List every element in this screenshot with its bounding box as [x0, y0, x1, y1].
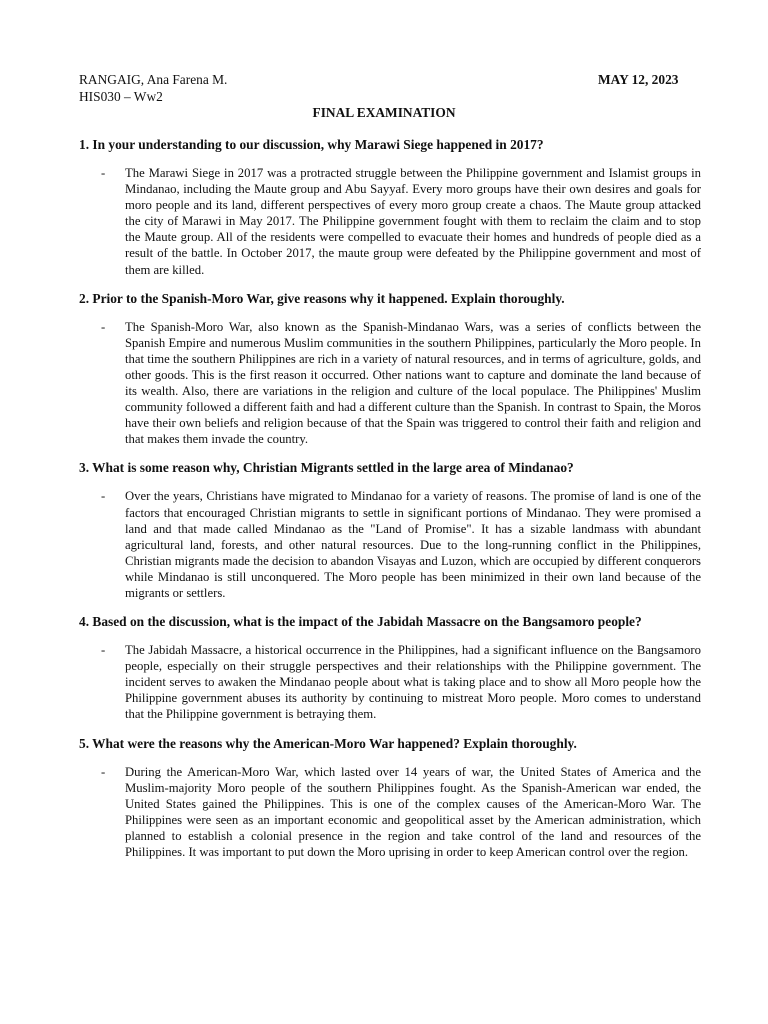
answer-4: [79, 642, 701, 722]
bullet-dash: -: [101, 319, 106, 334]
answer-text: Over the years, Christians have migrated to Mindanao for a variety of reasons. The promise of land is one of the factors that encouraged Christian migrants to settle in significant portions of Mindanao. They were promised a land and that made called Mindanao as the "Land of Promise". It has a sizable landmass with abundant agricultural land, forests, and other natural resources. Due to the long-running conflict in the Philippines, Christian migrants made the decision to abandon Visayas and Luzon, which are occupied by different conquerors while Mindanao is still unconquered. The Moro people has been minimized in their own land because of the migrants or settlers.: [125, 489, 701, 600]
student-info: [79, 71, 227, 105]
bullet-dash: -: [101, 489, 106, 504]
answer-text: The Jabidah Massacre, a historical occurrence in the Philippines, had a significant influence on the Bangsamoro people, especially on their struggle perspectives and their relationships with the Philippine government. The incident serves to awaken the Mindanao people about what is taking place and to show all Moro people how the Philippine government abuses its authority by continuing to mistreat Moro people. Moro comes to understand that the Philippine government is betraying them.: [125, 643, 701, 722]
question-3: 3. What is some reason why, Christian Migrants settled in the large area of Mindanao?: [79, 460, 574, 476]
page-title: FINAL EXAMINATION: [312, 105, 456, 120]
answer-1: [79, 165, 701, 278]
question-4: 4. Based on the discussion, what is the impact of the Jabidah Massacre on the Bangsamoro people?: [79, 614, 642, 630]
question-2: 2. Prior to the Spanish-Moro War, give reasons why it happened. Explain thoroughly.: [79, 290, 565, 306]
bullet-dash: -: [101, 764, 106, 779]
answer-5: [79, 764, 701, 861]
answer-text: The Spanish-Moro War, also known as the Spanish-Mindanao Wars, was a series of conflicts between the Spanish Empire and numerous Muslim communities in the southern Philippines, particularly the Moro people. In that time the southern Philippines are rich in a variety of natural resources, and in terms of agriculture, golds, and other goods. This is the first reason it occurred. Other nations want to capture and dominate the land because of its wealth. Also, there are variations in the religion and culture of the local populace. The Philippines' Muslim community followed a different faith and had a different culture than the Spanish. In contrast to Spain, the Moros have their own beliefs and religion because of that the Spain was triggered to control their faith and religion and that makes them invade the country.: [125, 319, 701, 447]
answer-3: [79, 488, 701, 601]
bullet-dash: -: [101, 166, 106, 180]
exam-date: MAY 12, 2023: [598, 72, 679, 87]
course-code: HIS030 – Ww2: [79, 89, 163, 104]
answer-2: [79, 319, 701, 448]
answer-text: During the American-Moro War, which lasted over 14 years of war, the United States of America and the Muslim-majority Moro people of the southern Philippines fought. As the Spanish-American war ended, the United States gained the Philippines. This is one of the complex causes of the American-Moro War. The Philippines were seen as an important economic and geopolitical asset by the American administration, which planned to establish a colonial presence in the region and take control of the land and resources of the Philippines. It was important to put down the Moro uprising in order to keep American control over the region.: [125, 764, 701, 859]
question-5: 5. What were the reasons why the American-Moro War happened? Explain thoroughly.: [79, 735, 577, 751]
student-name: RANGAIG, Ana Farena M.: [79, 72, 228, 87]
question-1: 1. In your understanding to our discussion, why Marawi Siege happened in 2017?: [79, 137, 544, 152]
bullet-dash: -: [101, 643, 106, 658]
exam-content: [79, 136, 701, 872]
answer-text: The Marawi Siege in 2017 was a protracted struggle between the Philippine government and Islamist groups in Mindanao, including the Maute group and Abu Sayyaf. Every moro groups have their own desires and goals for moro people and its land, different perspectives of every moro group create a chaos. The Maute group attacked the city of Marawi in May 2017. The Philippine government fought with them to reclaim the claim and to stop the Maute group. All of the residents were compelled to evacuate their homes and hundreds of people died as a result of the battle. In October 2017, the maute group were defeated by the Philippine government and most of them are killed.: [125, 166, 701, 277]
